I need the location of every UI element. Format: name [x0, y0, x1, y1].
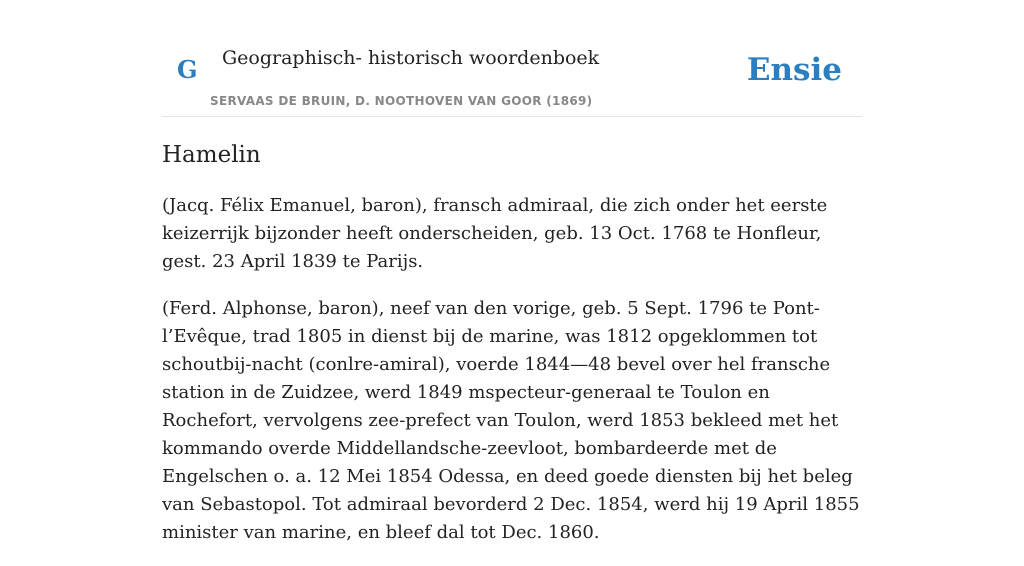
header: [162, 0, 862, 117]
book-author-year: SERVAAS DE BRUIN, D. NOOTHOVEN VAN GOOR (1869): [210, 94, 593, 108]
entry-paragraph: (Jacq. Félix Emanuel, baron), fransch admiraal, die zich onder het eerste keizerrijk bijzonder heeft onderscheiden, geb. 13 Oct. 1768 te Honfleur, gest. 23 April 1839 te Parijs.: [162, 195, 828, 272]
book-title-link[interactable]: Geographisch- historisch woordenboek: [222, 47, 600, 69]
entry-title: Hamelin: [162, 142, 261, 168]
ensie-logo-link[interactable]: Ensie: [746, 52, 842, 88]
entry-paragraph: (Ferd. Alphonse, baron), neef van den vorige, geb. 5 Sept. 1796 te Pont-l’Evêque, trad 1805 in dienst bij de marine, was 1812 opgeklommen tot schoutbij-nacht (conlre-amiral), voerde 1844—48 bevel over hel fransche station in de Zuidzee, werd 1849 mspecteur-generaal te Toulon en Rochefort, vervolgens zee-prefect van Toulon, werd 1853 bekleed met het kommando overde Middellandsche-zeevloot, bombardeerde met de Engelschen o. a. 12 Mei 1854 Odessa, en deed goede diensten bij het beleg van Sebastopol. Tot admiraal bevorderd 2 Dec. 1854, werd hij 19 April 1855 minister van marine, en bleef dal tot Dec. 1860.: [162, 298, 860, 543]
entry-body: [162, 192, 862, 566]
book-letter-icon[interactable]: G: [177, 55, 198, 84]
